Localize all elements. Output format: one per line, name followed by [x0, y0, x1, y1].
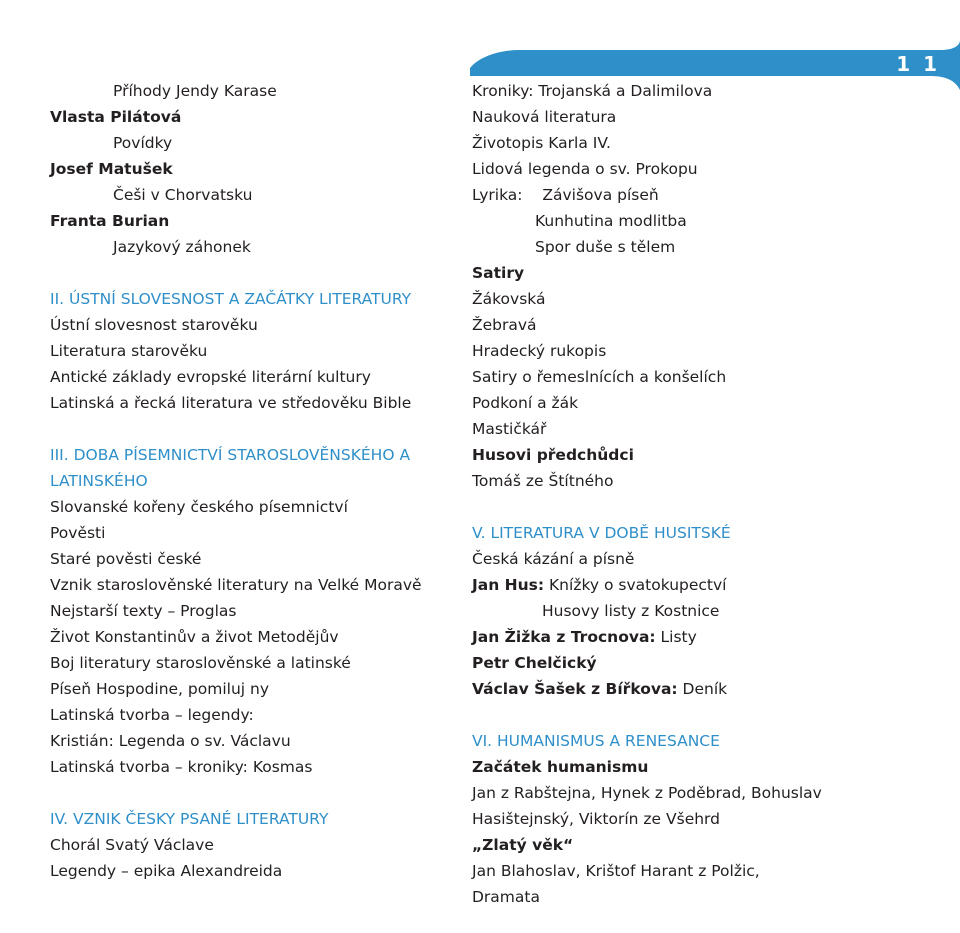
- page-number: 1 1: [896, 52, 940, 76]
- list-item: Tomáš ze Štítného: [472, 472, 614, 490]
- list-item: Latinská a řecká literatura ve středověku Bible: [50, 394, 412, 412]
- list-item: Husovy listy z Kostnice: [542, 602, 720, 620]
- work-title: Deník: [677, 680, 728, 698]
- section-heading-vi: VI. HUMANISMUS A RENESANCE: [472, 732, 720, 750]
- author-name: Josef Matušek: [50, 160, 173, 178]
- list-item: Žebravá: [472, 316, 537, 334]
- list-item: Kroniky: Trojanská a Dalimilova: [472, 82, 713, 100]
- list-item: Ústní slovesnost starověku: [50, 316, 258, 334]
- list-item: Satiry o řemeslnících a konšelích: [472, 368, 727, 386]
- section-heading-ii: II. ÚSTNÍ SLOVESNOST A ZAČÁTKY LITERATURY: [50, 290, 412, 308]
- list-item: Závišova píseň: [542, 186, 659, 204]
- list-item: Spor duše s tělem: [535, 238, 676, 256]
- work-title: Knížky o svatokupectví: [544, 576, 727, 594]
- list-item: Píseň Hospodine, pomiluj ny: [50, 680, 269, 698]
- list-item: Život Konstantinův a život Metodějův: [50, 628, 339, 646]
- list-item: Životopis Karla IV.: [472, 134, 611, 152]
- author-name: Vlasta Pilátová: [50, 108, 182, 126]
- list-item: Žákovská: [472, 290, 546, 308]
- list-item: Lidová legenda o sv. Prokopu: [472, 160, 698, 178]
- section-heading-v: V. LITERATURA V DOBĚ HUSITSKÉ: [472, 524, 731, 542]
- list-item: Slovanské kořeny českého písemnictví: [50, 498, 348, 516]
- sasek-row: [472, 676, 942, 702]
- list-item: Jan z Rabštejna, Hynek z Poděbrad, Bohuslav: [472, 784, 822, 802]
- right-column: [472, 78, 942, 910]
- list-item: Příhody Jendy Karase: [113, 82, 277, 100]
- list-item: Jan Blahoslav, Krištof Harant z Polžic,: [472, 862, 760, 880]
- list-item: Kunhutina modlitba: [535, 212, 687, 230]
- list-item: Boj literatury staroslověnské a latinské: [50, 654, 351, 672]
- list-item: Podkoní a žák: [472, 394, 579, 412]
- list-item: Staré pověsti české: [50, 550, 202, 568]
- list-item: Kristián: Legenda o sv. Václavu: [50, 732, 291, 750]
- list-item: Literatura starověku: [50, 342, 208, 360]
- lyrika-label: Lyrika:: [472, 186, 523, 204]
- list-item: Chorál Svatý Václave: [50, 836, 214, 854]
- list-item: Latinská tvorba – legendy:: [50, 706, 254, 724]
- subheading-zlaty-vek: „Zlatý věk“: [472, 836, 574, 854]
- list-item: Pověsti: [50, 524, 106, 542]
- list-item: Legendy – epika Alexandreida: [50, 862, 283, 880]
- subheading-satiry: Satiry: [472, 264, 525, 282]
- hus-row: [472, 572, 942, 598]
- author-name: Jan Hus:: [472, 576, 545, 594]
- section-heading-iv: IV. VZNIK ČESKY PSANÉ LITERATURY: [50, 810, 329, 828]
- list-item: Česká kázání a písně: [472, 550, 635, 568]
- list-item: Nauková literatura: [472, 108, 617, 126]
- work-title: Listy: [655, 628, 697, 646]
- subheading-husovi: Husovi předchůdci: [472, 446, 634, 464]
- list-item: Hasištejnský, Viktorín ze Všehrd: [472, 810, 720, 828]
- list-item: Dramata: [472, 888, 540, 906]
- list-item: Vznik staroslověnské literatury na Velké Moravě: [50, 576, 422, 594]
- list-item: Nejstarší texty – Proglas: [50, 602, 237, 620]
- list-item: Hradecký rukopis: [472, 342, 607, 360]
- subheading-zacatek: Začátek humanismu: [472, 758, 649, 776]
- list-item: Mastičkář: [472, 420, 547, 438]
- list-item: Latinská tvorba – kroniky: Kosmas: [50, 758, 313, 776]
- list-item: Češi v Chorvatsku: [113, 186, 253, 204]
- section-heading-iii-cont: LATINSKÉHO: [50, 472, 148, 490]
- author-name: Petr Chelčický: [472, 654, 597, 672]
- zizka-row: [472, 624, 942, 650]
- lyrika-row: [472, 182, 942, 208]
- author-name: Václav Šašek z Bířkova:: [472, 680, 678, 698]
- list-item: Antické základy evropské literární kultury: [50, 368, 371, 386]
- list-item: Jazykový záhonek: [113, 238, 251, 256]
- author-name: Franta Burian: [50, 212, 170, 230]
- left-column: [50, 78, 450, 884]
- author-name: Jan Žižka z Trocnova:: [472, 628, 656, 646]
- list-item: Povídky: [113, 134, 173, 152]
- section-heading-iii: III. DOBA PÍSEMNICTVÍ STAROSLOVĚNSKÉHO A: [50, 446, 411, 464]
